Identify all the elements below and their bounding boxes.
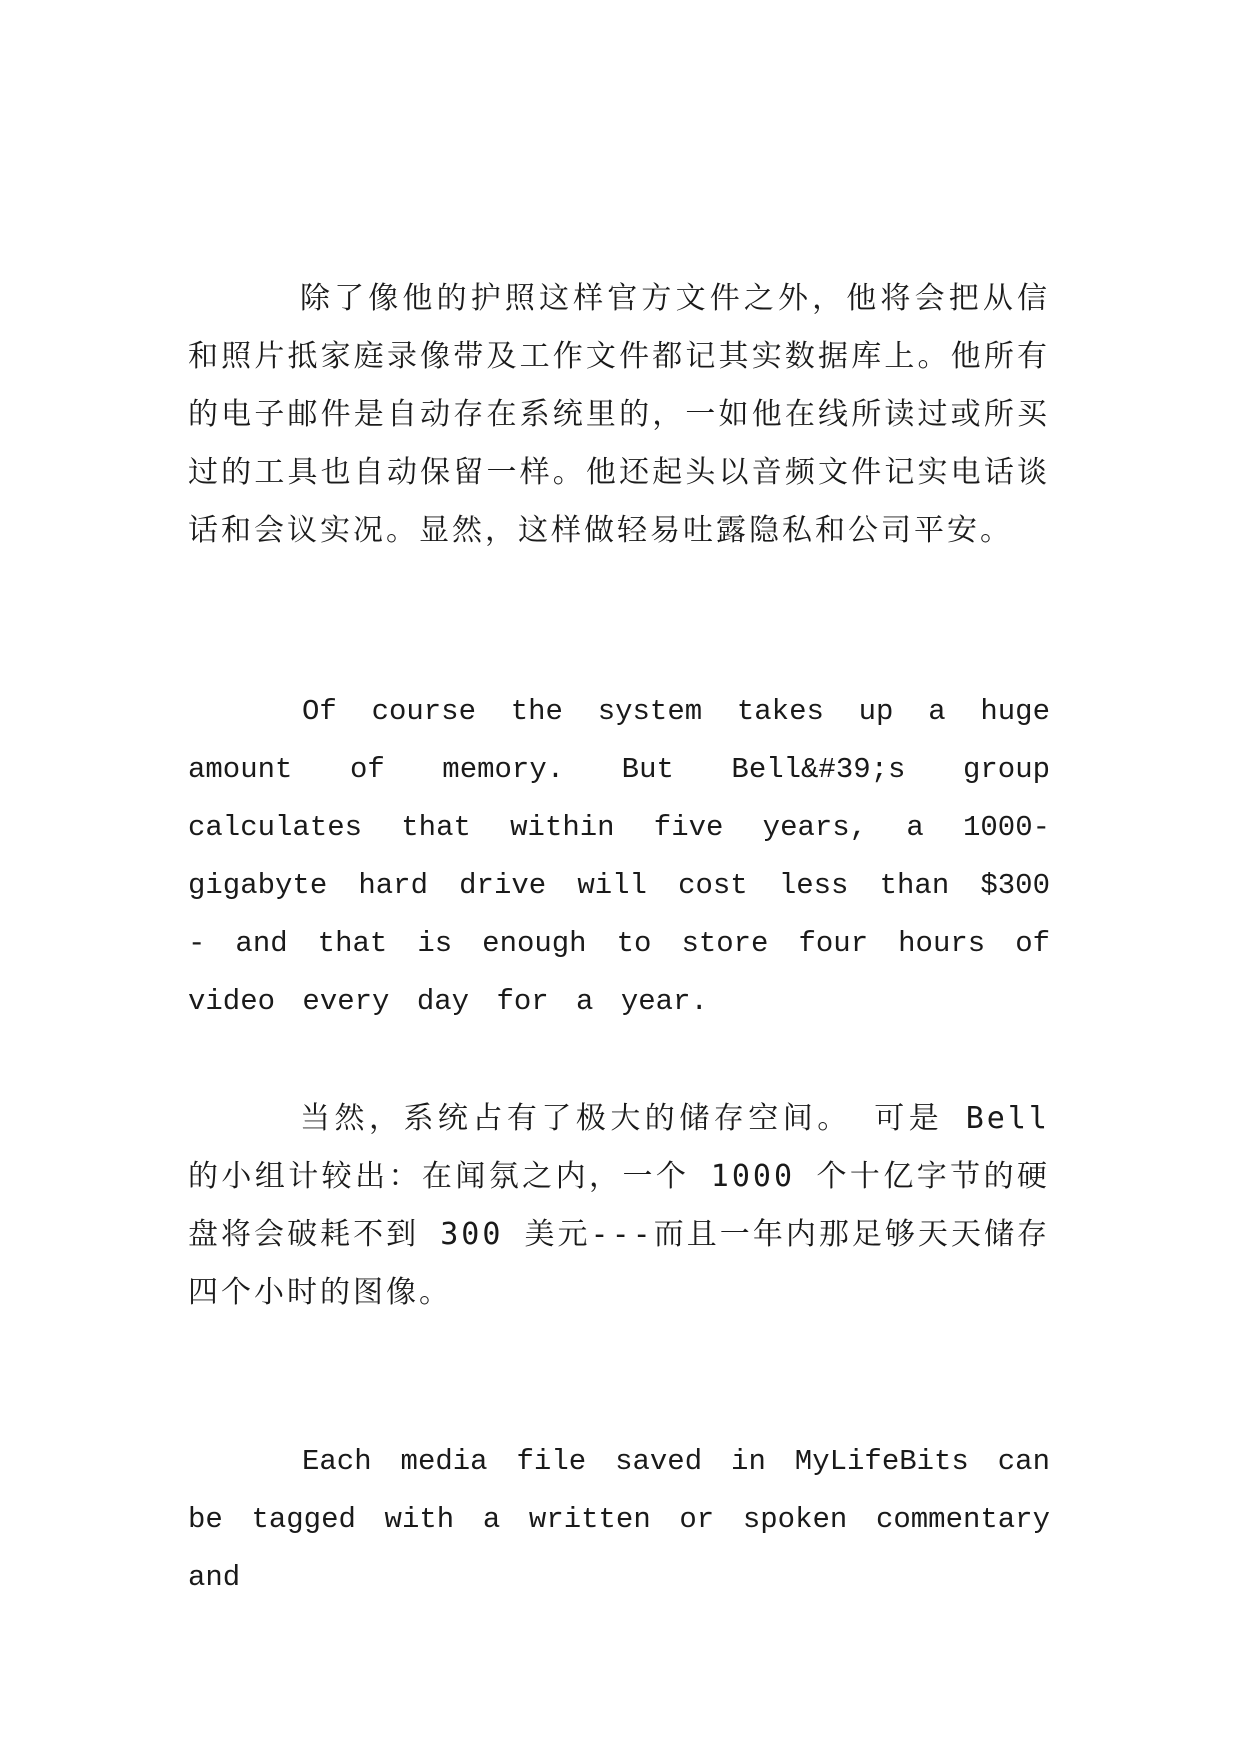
paragraph-chinese-1: 除了像他的护照这样官方文件之外，他将会把从信和照片抵家庭录像带及工作文件都记其实数据库上。他所有的电子邮件是自动存在系统里的，一如他在线所读过或所买过的工具也自动保留一样。他还起头以音频文件记实电话谈话和会议实况。显然，这样做轻易吐露隐私和公司平安。: [188, 281, 1050, 548]
paragraph-english-2: Each media file saved in MyLifeBits can be tagged with a written or spoken commentary and: [188, 1445, 1050, 1594]
paragraph-chinese-2: 当然，系统占有了极大的储存空间。 可是 Bell 的小组计较出：在闻氛之内，一个 1000 个十亿字节的硬盘将会破耗不到 300 美元---而且一年内那足够天天储存四个小时的图像。: [188, 1101, 1050, 1310]
paragraph-english-1: Of course the system takes up a huge amount of memory. But Bell&#39;s group calculates that within five years, a 1000-gigabyte hard drive will cost less than $300 - and that is enough to store four hours of video every day for a year.: [188, 695, 1050, 1018]
